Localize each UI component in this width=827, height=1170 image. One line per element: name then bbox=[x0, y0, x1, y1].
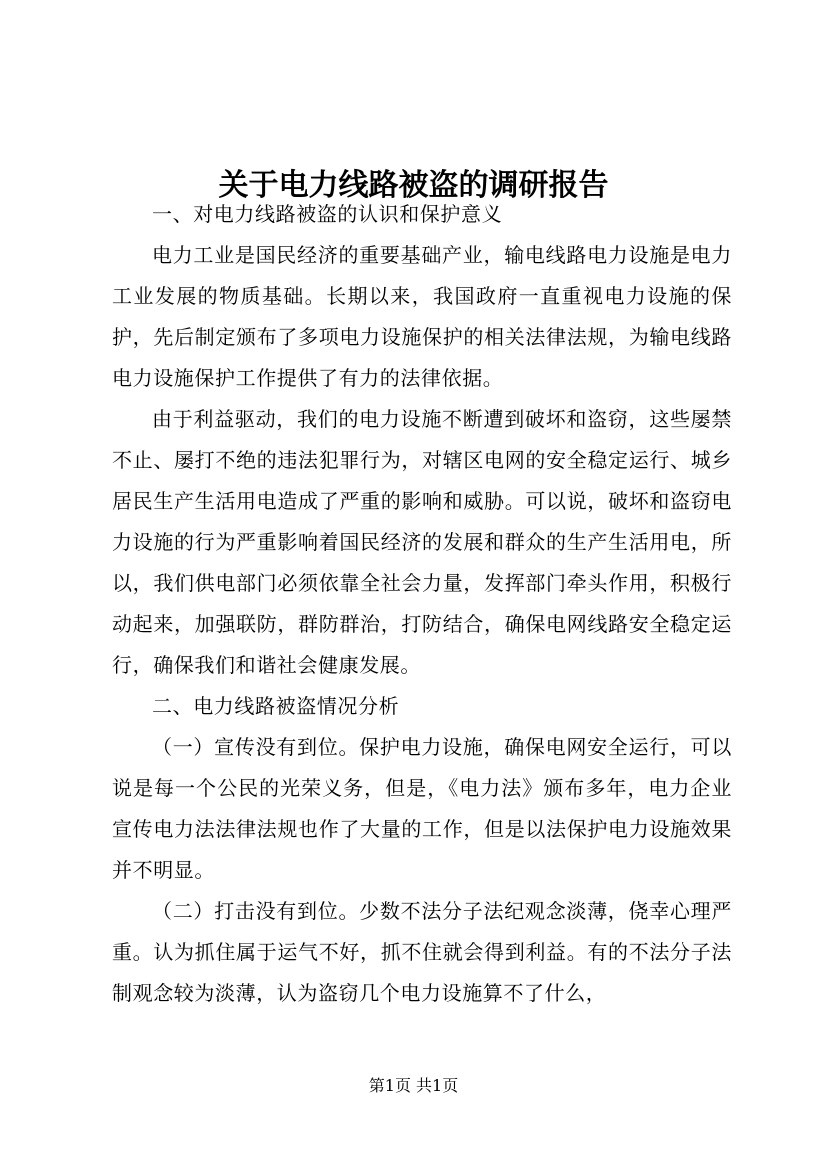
paragraph-2: 由于利益驱动，我们的电力设施不断遭到破坏和盗窃，这些屡禁不止、屡打不绝的违法犯罪行为，对辖区电网的安全稳定运行、城乡居民生产生活用电造成了严重的影响和威胁。可以说，破坏和盗窃电力设施的行为严重影响着国民经济的发展和群众的生产生活用电，所以，我们供电部门必须依靠全社会力量，发挥部门牵头作用，积极行动起来，加强联防，群防群治，打防结合，确保电网线路安全稳定运行，确保我们和谐社会健康发展。 bbox=[112, 407, 732, 677]
section-heading-1: 一、对电力线路被盗的认识和保护意义 bbox=[152, 202, 503, 226]
page-footer: 第1页 共1页 bbox=[368, 1076, 459, 1095]
paragraph-1: 电力工业是国民经济的重要基础产业，输电线路电力设施是电力工业发展的物质基础。长期以来，我国政府一直重视电力设施的保护，先后制定颁布了多项电力设施保护的相关法律法规，为输电线路电力设施保护工作提供了有力的法律依据。 bbox=[112, 243, 732, 390]
section-heading-2: 二、电力线路被盗情况分析 bbox=[152, 694, 400, 718]
document-body bbox=[112, 194, 732, 1014]
document-title: 关于电力线路被盗的调研报告 bbox=[218, 168, 609, 204]
paragraph-4: （二）打击没有到位。少数不法分子法纪观念淡薄，侥幸心理严重。认为抓住属于运气不好，抓不住就会得到利益。有的不法分子法制观念较为淡薄，认为盗窃几个电力设施算不了什么， bbox=[112, 899, 732, 1005]
paragraph-3: （一）宣传没有到位。保护电力设施，确保电网安全运行，可以说是每一个公民的光荣义务，但是，《电力法》颁布多年，电力企业宣传电力法法律法规也作了大量的工作，但是以法保护电力设施效果并不明显。 bbox=[112, 735, 732, 882]
